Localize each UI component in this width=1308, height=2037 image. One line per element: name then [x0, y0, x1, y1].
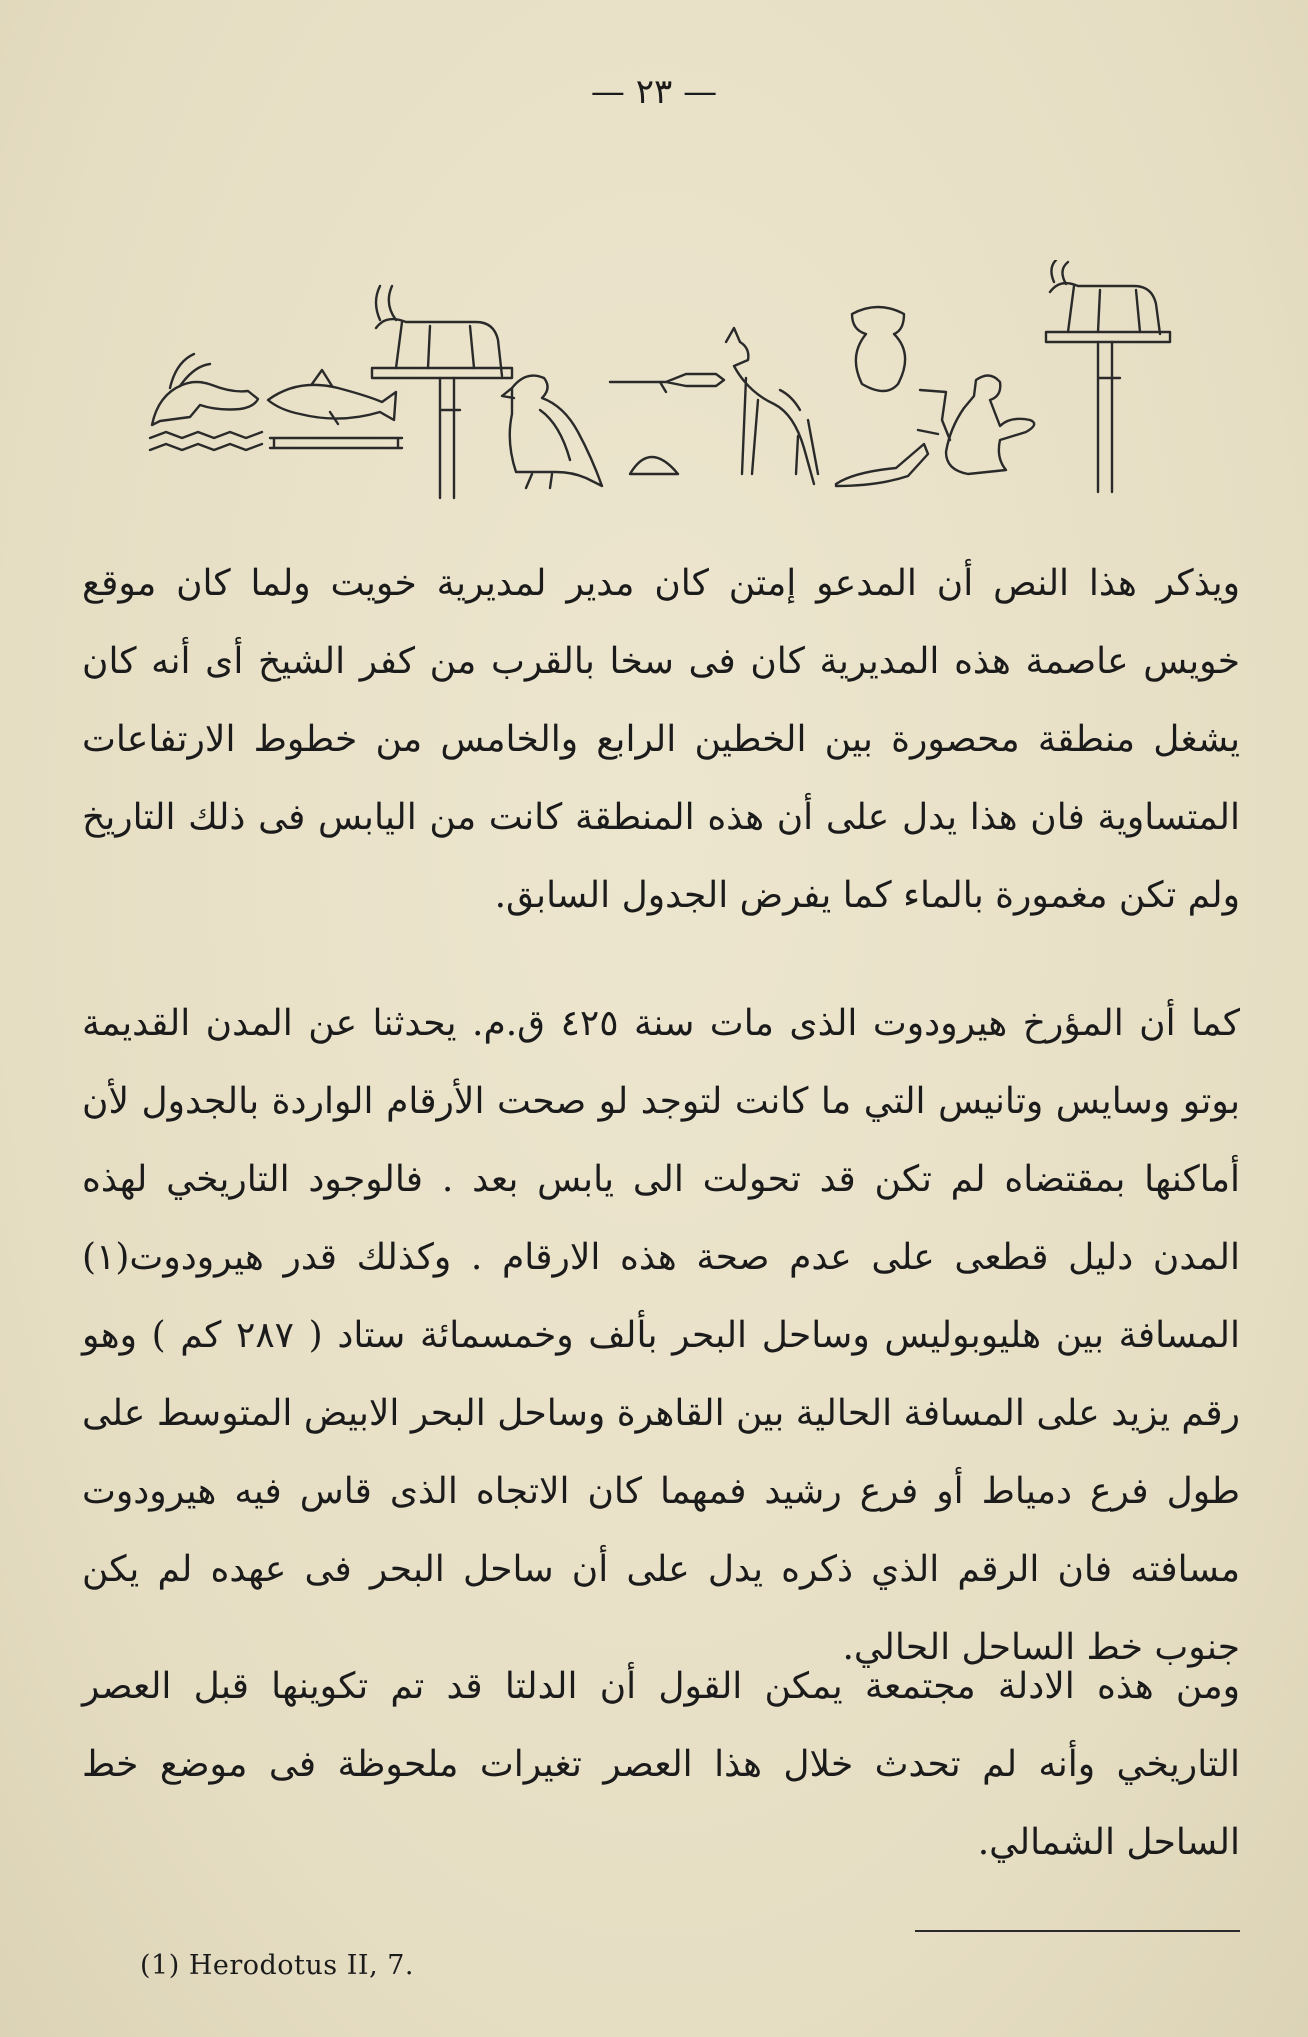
- bull-on-standard-glyph: [372, 286, 512, 498]
- pot-glyph: [852, 307, 905, 391]
- footnote-separator: [915, 1930, 1240, 1932]
- jackal-glyph: [726, 328, 818, 484]
- page-number: — ٢٣ —: [590, 72, 718, 112]
- hieroglyphic-inscription: [140, 260, 1180, 500]
- fish-harpoon-glyph: [610, 374, 724, 392]
- loaf-glyph: [630, 457, 678, 474]
- vulture-glyph: [502, 376, 602, 488]
- paragraph-3: ومن هذه الادلة مجتمعة يمكن القول أن الدلتا قد تم تكوينها قبل العصر التاريخي وأنه لم تحدث خلال هذا العصر تغيرات ملحوظة فى موضع خط الساحل الشمالي.: [82, 1666, 1240, 1863]
- basket-glyph: [836, 444, 928, 486]
- paragraph-2: كما أن المؤرخ هيرودوت الذى مات سنة ٤٢٥ ق.م. يحدثنا عن المدن القديمة بوتو وسايس وتانيس التي ما كانت لتوجد لو صحت الأرقام الواردة بالجدول لأن أماكنها بمقتضاه لم تكن قد تحولت الى يابس بعد . فالوجود التاريخي لهذه المدن دليل قطعى على عدم صحة هذه الارقام . وكذلك قدر هيرودوت(١) المسافة بين هليوبوليس وساحل البحر بألف وخمسمائة ستاد ( ٢٨٧ كم ) وهو رقم يزيد على المسافة الحالية بين القاهرة وساحل البحر الابيض المتوسط على طول فرع دمياط أو فرع رشيد فمهما كان الاتجاه الذى قاس فيه هيرودوت مسافته فان الرقم الذي ذكره يدل على أن ساحل البحر فى عهده لم يكن جنوب خط الساحل الحالي.: [82, 1003, 1240, 1668]
- bull-on-standard-glyph-2: [1046, 260, 1170, 492]
- hare-glyph: [150, 354, 262, 450]
- seated-man-glyph: [918, 375, 1034, 474]
- fish-glyph: [268, 370, 402, 448]
- paragraph-1: ويذكر هذا النص أن المدعو إمتن كان مدير لمديرية خويت ولما كان موقع خويس عاصمة هذه المديرية كان فى سخا بالقرب من كفر الشيخ أى أنه كان يشغل منطقة محصورة بين الخطين الرابع والخامس من خطوط الارتفاعات المتساوية فان هذا يدل على أن هذه المنطقة كانت من اليابس فى ذلك التاريخ ولم تكن مغمورة بالماء كما يفرض الجدول السابق.: [82, 563, 1240, 916]
- footnote: (1) Herodotus II, 7.: [140, 1950, 414, 1981]
